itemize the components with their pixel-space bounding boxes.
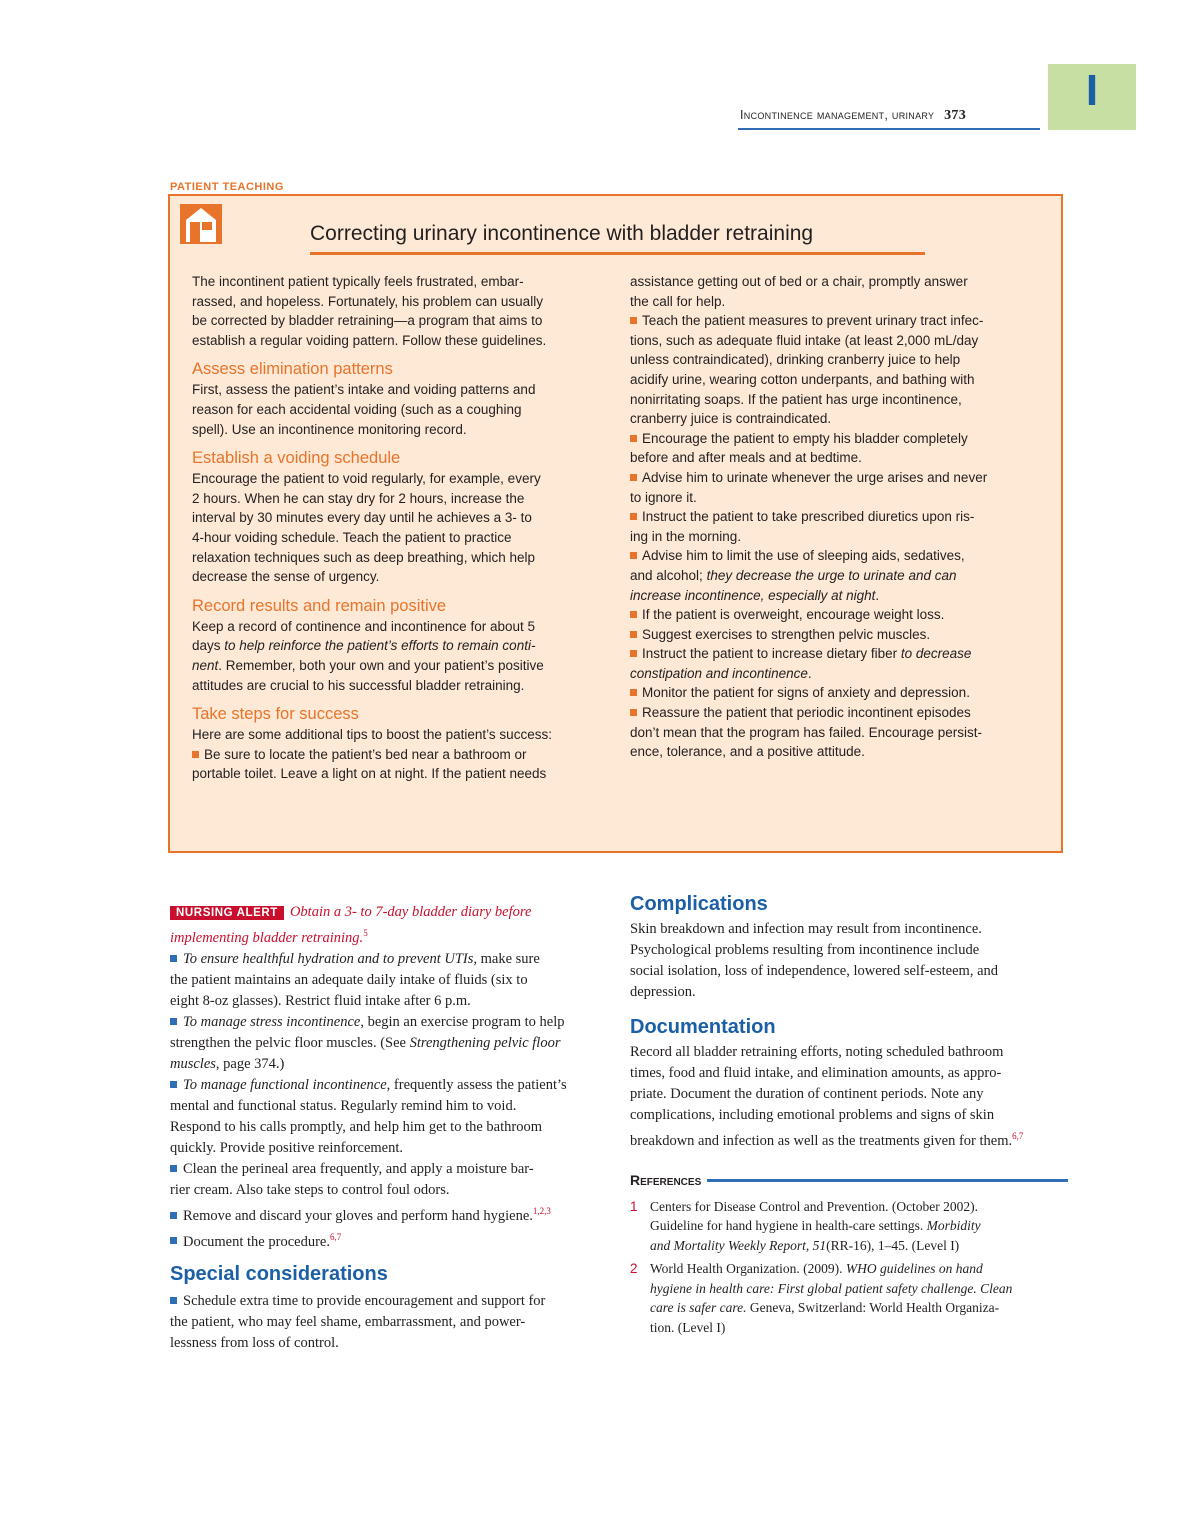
text-line: spell). Use an incontinence monitoring record. (192, 421, 467, 437)
text-span: Remove and discard your gloves and perform hand hygiene. (183, 1207, 533, 1224)
intro-line: The incontinent patient typically feels frustrated, embar- (192, 274, 524, 289)
section-heading: Establish a voiding schedule (192, 449, 401, 468)
teaching-right-column (630, 272, 1050, 762)
text-span: . (807, 665, 812, 681)
text-line: Keep a record of continence and incontinence for about 5 (192, 618, 535, 634)
text-line: reason for each accidental voiding (such as a coughing (192, 401, 522, 417)
bullet-icon (170, 1081, 177, 1088)
bullet-line (630, 644, 1050, 664)
text-line (630, 664, 1050, 684)
references-list (630, 1197, 1068, 1338)
citation: 6,7 (329, 1231, 342, 1242)
house-icon (180, 204, 222, 244)
teaching-left-column (192, 272, 612, 784)
section-letter: I (1085, 66, 1099, 115)
bullet-line (170, 1227, 610, 1253)
text-line: priate. Document the duration of continent periods. Note any (630, 1086, 984, 1102)
text-line: ing in the morning. (630, 528, 742, 544)
italic-text: WHO guidelines on hand (845, 1261, 983, 1277)
bullet-icon (630, 689, 637, 696)
bullet-icon (170, 1018, 177, 1025)
text-line: ence, tolerance, and a positive attitude. (630, 744, 865, 760)
bullet-icon (630, 611, 637, 618)
text-line: complications, including emotional problems and signs of skin (630, 1107, 995, 1123)
bullet-icon (630, 513, 637, 520)
bullet-line (170, 1159, 610, 1180)
text-line: mental and functional status. Regularly remind him to void. (170, 1097, 517, 1114)
bullet-line (630, 683, 1050, 703)
text-line: depression. (630, 984, 696, 1000)
section-heading: Take steps for success (192, 705, 359, 724)
italic-text: muscles (170, 1055, 216, 1072)
bullet-icon (630, 709, 637, 716)
text-span: Teach the patient measures to prevent urinary tract infec- (642, 313, 984, 329)
bullet-line (630, 546, 1050, 566)
text-span: , page 374.) (215, 1055, 285, 1072)
text-span: . (875, 587, 880, 603)
text-span: Instruct the patient to take prescribed diuretics upon ris- (642, 509, 975, 525)
text-span: Monitor the patient for signs of anxiety and depression. (642, 685, 970, 701)
reference-line (630, 1197, 1068, 1217)
nursing-alert-line (170, 902, 610, 923)
text-line (192, 656, 612, 676)
text-line: tions, such as adequate fluid intake (at least 2,000 mL/day (630, 332, 979, 348)
bullet-icon (630, 317, 637, 324)
reference-line (630, 1216, 1068, 1236)
italic-text: To ensure healthful hydration and to prevent UTIs (183, 950, 474, 967)
text-span: Geneva, Switzerland: World Health Organiza- (746, 1300, 1000, 1316)
patient-teaching-label: PATIENT TEACHING (170, 181, 284, 193)
italic-text: to decrease (900, 646, 972, 662)
italic-text: they decrease the urge to urinate and can (706, 567, 957, 583)
bullet-line (170, 1201, 610, 1227)
text-span: . Remember, both your own and your patient’s positive (218, 657, 544, 673)
bullet-icon (170, 1212, 177, 1219)
documentation-heading: Documentation (630, 1016, 776, 1038)
text-line (630, 1126, 1068, 1152)
bullet-line (630, 625, 1050, 645)
reference-line (630, 1259, 1068, 1279)
text-line (170, 1033, 610, 1054)
text-line: Psychological problems resulting from incontinence include (630, 942, 980, 958)
italic-text: care is safer care. (650, 1300, 747, 1316)
reference-line (630, 1236, 1068, 1256)
text-line: nonirritating soaps. If the patient has urge incontinence, (630, 391, 962, 407)
bullet-icon (630, 435, 637, 442)
text-line: relaxation techniques such as deep breathing, which help (192, 549, 535, 565)
reference-line: tion. (Level I) (650, 1319, 726, 1335)
bullet-line (630, 507, 1050, 527)
bullet-line (630, 311, 1050, 331)
bullet-line (170, 1075, 610, 1096)
bullet-icon (630, 474, 637, 481)
text-span: (RR-16), 1–45. (Level I) (826, 1237, 960, 1253)
nursing-alert-line (170, 923, 610, 949)
text-line: times, food and fluid intake, and elimination amounts, as appro- (630, 1065, 1002, 1081)
italic-text: to help reinforce the patient’s efforts to remain conti- (224, 638, 536, 654)
italic-text: and Mortality Weekly Report, 51 (650, 1237, 827, 1253)
text-line: rier cream. Also take steps to control foul odors. (170, 1181, 450, 1198)
citation: 5 (363, 928, 368, 938)
text-line: quickly. Provide positive reinforcement. (170, 1139, 404, 1156)
complications-heading: Complications (630, 893, 768, 915)
italic-text: hygiene in health care: First global patient safety challenge. Clean (650, 1280, 1013, 1296)
nursing-alert-badge: NURSING ALERT (170, 906, 284, 920)
text-line: the patient maintains an adequate daily intake of fluids (six to (170, 971, 528, 988)
text-line: to ignore it. (630, 489, 697, 505)
text-line: before and after meals and at bedtime. (630, 450, 862, 466)
running-head (740, 108, 966, 124)
bullet-line (630, 468, 1050, 488)
references-header (630, 1170, 1068, 1191)
text-line: lessness from loss of control. (170, 1335, 339, 1352)
text-span: days (192, 638, 225, 654)
patient-teaching-title: Correcting urinary incontinence with bladder retraining (310, 222, 814, 245)
text-line: 2 hours. When he can stay dry for 2 hours, increase the (192, 490, 525, 506)
bullet-line (630, 703, 1050, 723)
text-line (630, 586, 1050, 606)
citation: 1,2,3 (532, 1205, 551, 1216)
page-number: 373 (944, 108, 967, 123)
reference-number: 1 (630, 1198, 638, 1214)
text-line: Encourage the patient to void regularly, for example, every (192, 471, 541, 487)
reference-line (630, 1279, 1068, 1299)
text-line: attitudes are crucial to his successful bladder retraining. (192, 677, 525, 693)
bullet-icon (170, 1165, 177, 1172)
bullet-line (170, 1291, 610, 1312)
text-span: Reassure the patient that periodic incontinent episodes (642, 705, 971, 721)
bullet-icon (170, 1237, 177, 1244)
header-rule (738, 128, 1040, 130)
text-line: don’t mean that the program has failed. Encourage persist- (630, 724, 982, 740)
reference-line (630, 1298, 1068, 1318)
text-span: Advise him to urinate whenever the urge arises and never (642, 469, 988, 485)
italic-text: Morbidity (926, 1218, 981, 1234)
right-body-column (630, 894, 1068, 1337)
reference-number: 2 (630, 1261, 638, 1277)
italic-text: To manage functional incontinence (183, 1076, 387, 1093)
text-line: assistance getting out of bed or a chair, promptly answer (630, 274, 968, 289)
text-span: , frequently assess the patient’s (386, 1076, 567, 1093)
text-span: , begin an exercise program to help (360, 1013, 565, 1030)
intro-line: be corrected by bladder retraining—a program that aims to (192, 313, 543, 329)
bullet-icon (630, 552, 637, 559)
bullet-line (630, 605, 1050, 625)
text-span: Centers for Disease Control and Prevention. (October 2002). (650, 1198, 979, 1214)
text-span: Guideline for hand hygiene in health-care settings. (650, 1218, 927, 1234)
text-span: Clean the perineal area frequently, and apply a moisture bar- (183, 1160, 534, 1177)
text-line (630, 566, 1050, 586)
text-span: Encourage the patient to empty his bladder completely (642, 430, 968, 446)
bullet-icon (192, 751, 199, 758)
bullet-icon (630, 631, 637, 638)
text-line: Respond to his calls promptly, and help him get to the bathroom (170, 1118, 542, 1135)
intro-line: establish a regular voiding pattern. Follow these guidelines. (192, 332, 547, 348)
text-line: eight 8-oz glasses). Restrict fluid intake after 6 p.m. (170, 992, 471, 1009)
italic-text: nent (192, 657, 219, 673)
references-heading: References (630, 1171, 702, 1188)
text-span: Schedule extra time to provide encouragement and support for (183, 1293, 546, 1310)
alert-text: implementing bladder retraining. (170, 929, 364, 946)
left-body-column (170, 902, 610, 1354)
title-underline (310, 252, 925, 255)
text-line: acidify urine, wearing cotton underpants, and bathing with (630, 371, 975, 387)
text-span: Document the procedure. (183, 1233, 330, 1250)
text-line: Here are some additional tips to boost the patient’s success: (192, 727, 552, 743)
text-line: interval by 30 minutes every day until he achieves a 3- to (192, 510, 532, 526)
text-line (192, 636, 612, 656)
running-title: Incontinence management, urinary (740, 108, 935, 122)
text-line: the call for help. (630, 293, 726, 309)
text-span: Be sure to locate the patient’s bed near a bathroom or (204, 746, 527, 762)
bullet-line (170, 1012, 610, 1033)
bullet-icon (170, 955, 177, 962)
citation: 6,7 (1012, 1131, 1024, 1141)
bullet-line (192, 745, 612, 765)
alert-text: Obtain a 3- to 7-day bladder diary before (289, 904, 532, 920)
text-line: cranberry juice is contraindicated. (630, 411, 832, 427)
bullet-icon (170, 1297, 177, 1304)
text-line: 4-hour voiding schedule. Teach the patient to practice (192, 529, 512, 545)
text-span: If the patient is overweight, encourage weight loss. (642, 607, 945, 623)
text-line: social isolation, loss of independence, lowered self-esteem, and (630, 963, 999, 979)
special-considerations-heading: Special considerations (170, 1263, 388, 1286)
text-line (170, 1054, 610, 1075)
text-line: decrease the sense of urgency. (192, 569, 380, 585)
section-heading: Record results and remain positive (192, 596, 447, 615)
italic-text: constipation and incontinence (630, 665, 808, 681)
text-span: breakdown and infection as well as the treatments given for them. (630, 1132, 1013, 1149)
section-heading: Assess elimination patterns (192, 360, 393, 379)
intro-line: rassed, and hopeless. Fortunately, his problem can usually (192, 293, 543, 309)
text-line: unless contraindicated), drinking cranberry juice to help (630, 352, 961, 368)
italic-text: increase incontinence, especially at night (630, 587, 876, 603)
italic-text: To manage stress incontinence (183, 1013, 361, 1030)
text-span: and alcohol; (630, 567, 707, 583)
text-line: portable toilet. Leave a light on at night. If the patient needs (192, 766, 547, 782)
text-line: Record all bladder retraining efforts, noting scheduled bathroom (630, 1044, 1004, 1060)
text-span: Instruct the patient to increase dietary fiber (642, 646, 901, 662)
italic-text: Strengthening pelvic floor (409, 1034, 561, 1051)
bullet-line (170, 949, 610, 970)
text-span: Advise him to limit the use of sleeping aids, sedatives, (642, 548, 965, 564)
bullet-line (630, 429, 1050, 449)
text-line: Skin breakdown and infection may result from incontinence. (630, 921, 982, 937)
text-span: Suggest exercises to strengthen pelvic muscles. (642, 626, 931, 642)
text-span: strengthen the pelvic floor muscles. (See (170, 1034, 410, 1051)
text-span: , make sure (473, 950, 540, 967)
bullet-icon (630, 650, 637, 657)
text-span: World Health Organization. (2009). (650, 1261, 846, 1277)
text-line: the patient, who may feel shame, embarrassment, and power- (170, 1314, 526, 1331)
references-rule (707, 1179, 1068, 1182)
text-line: First, assess the patient’s intake and voiding patterns and (192, 382, 536, 398)
